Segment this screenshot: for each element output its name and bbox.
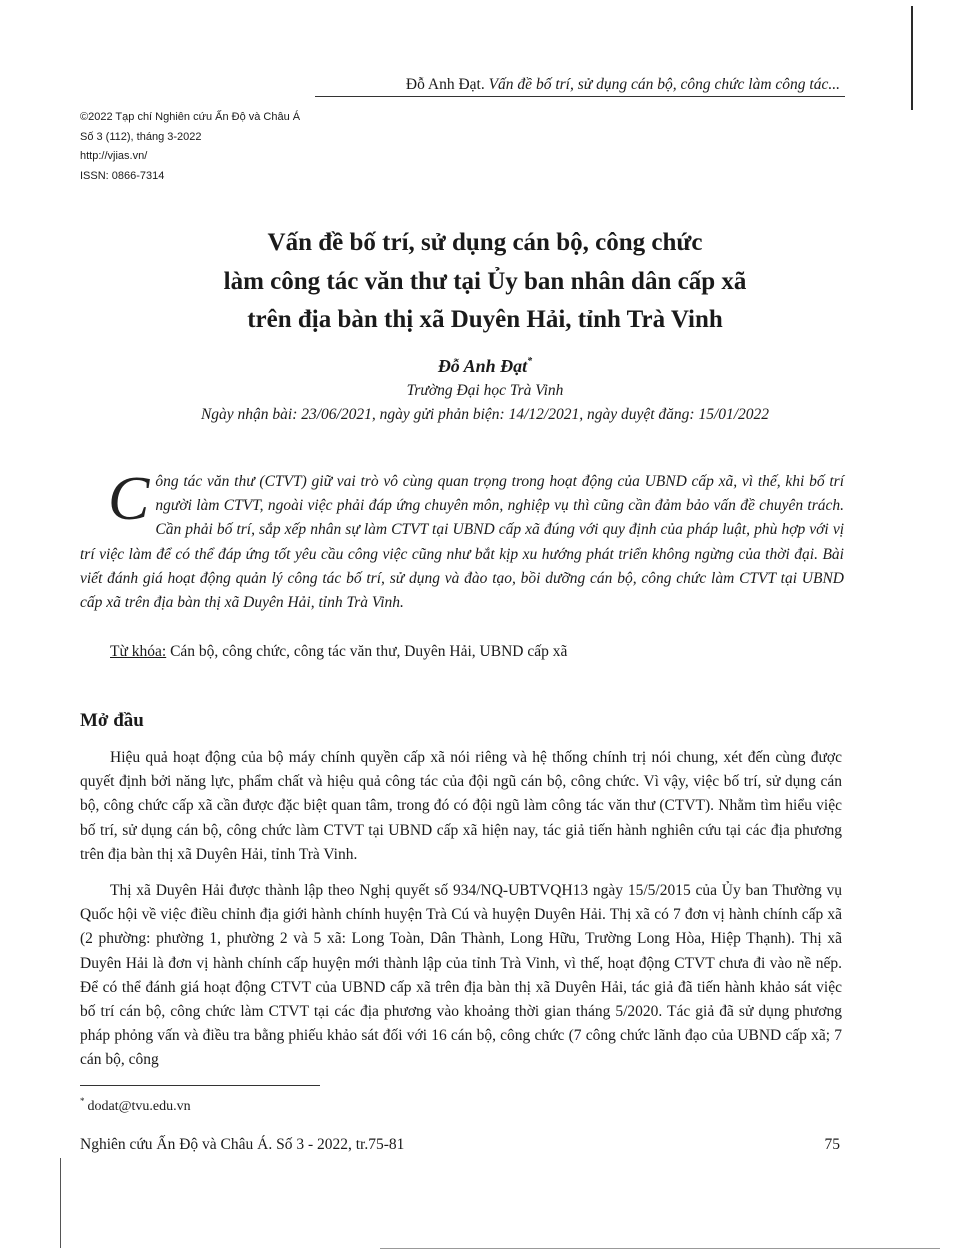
title-line: làm công tác văn thư tại Ủy ban nhân dân cấp xã (223, 267, 747, 295)
footer-citation: Nghiên cứu Ấn Độ và Châu Á. Số 3 - 2022, tr.75-81 (80, 1136, 405, 1153)
running-head-rule (315, 96, 845, 97)
footnote-mark: * (80, 1096, 85, 1106)
running-head-author: Đỗ Anh Đạt. (405, 76, 485, 93)
footnote-email[interactable]: dodat@tvu.edu.vn (87, 1099, 191, 1114)
scan-border-left (60, 1158, 61, 1248)
body-text (80, 746, 842, 1085)
body-paragraph: Hiệu quả hoạt động của bộ máy chính quyền cấp xã nói riêng và hệ thống chính trị nói chung, xét đến cùng được quyết định bởi năng lực, phẩm chất và hiệu quả công tác của đội ngũ cán bộ, công chức. Vì vậy, việc bố trí, sử dụng cán bộ, công chức cấp xã cần được đặc biệt quan tâm, trong đó có đội ngũ làm công tác văn thư (CTVT). Nhằm tìm hiểu việc bố trí, sử dụng cán bộ, công chức làm CTVT tại UBND cấp xã hiện nay, tác giả tiến hành nghiên cứu tại các địa phương trên địa bàn thị xã Duyên Hải, tỉnh Trà Vinh. (80, 749, 842, 863)
title-line: trên địa bàn thị xã Duyên Hải, tỉnh Trà Vinh (247, 306, 723, 333)
journal-issn: ISSN: 0866-7314 (80, 169, 165, 182)
article-title (100, 224, 870, 340)
journal-url[interactable]: http://vjias.vn/ (80, 150, 148, 162)
keywords (110, 643, 567, 661)
author-line (100, 356, 870, 377)
running-head-title: Vấn đề bố trí, sử dụng cán bộ, công chức làm công tác... (488, 76, 840, 93)
submission-dates: Ngày nhận bài: 23/06/2021, ngày gửi phản biện: 14/12/2021, ngày duyệt đăng: 15/01/2022 (200, 406, 770, 423)
section-heading: Mở đầu (80, 710, 144, 731)
title-line: Vấn đề bố trí, sử dụng cán bộ, công chức (267, 229, 703, 256)
body-paragraph: Thị xã Duyên Hải được thành lập theo Nghị quyết số 934/NQ-UBTVQH13 ngày 15/5/2015 của Ủy ban Thường vụ Quốc hội về việc điều chỉnh địa giới hành chính huyện Trà Cú và huyện Duyên Hải. Thị xã có 7 đơn vị hành chính cấp xã (2 phường: phường 1, phường 2 và 5 xã: Long Toàn, Dân Thành, Long Hữu, Trường Long Hòa, Hiệp Thạnh). Thị xã Duyên Hải là đơn vị hành chính cấp huyện mới thành lập của tỉnh Trà Vinh, vì thế, hoạt động CTVT chưa đi vào nề nếp. Để có thể đánh giá hoạt động CTVT của UBND cấp xã trên địa bàn thị xã Duyên Hải, tác giả đã tiến hành khảo sát việc bố trí cán bộ, công chức làm CTVT tại các địa phương vào khoảng thời gian tháng 5/2020. Tác giả đã sử dụng phương pháp phỏng vấn và điều tra bằng phiếu khảo sát đối với 16 cán bộ, công chức (7 công chức lãnh đạo của UBND cấp xã; 7 cán bộ, công (80, 882, 842, 1069)
journal-issue: Số 3 (112), tháng 3-2022 (80, 130, 202, 143)
abstract-text: ông tác văn thư (CTVT) giữ vai trò vô cùng quan trọng trong hoạt động của UBND cấp xã, vì thế, khi bố trí người làm CTVT, ngoài việc phải đáp ứng chuyên môn, nghiệp vụ thì cũng cần đảm bảo vấn đề chuyên trách. Cần phải bố trí, sắp xếp nhân sự làm CTVT tại UBND cấp xã đúng với quy định của pháp luật, phù hợp với vị trí việc làm để có thể đáp ứng tốt yêu cầu công việc cũng như bắt kịp xu hướng phát triển không ngừng của thời đại. Bài viết đánh giá hoạt động quản lý công tác bố trí, sử dụng và đào tạo, bồi dưỡng cán bộ, công chức làm CTVT tại UBND cấp xã trên địa bàn thị xã Duyên Hải, tỉnh Trà Vinh. (80, 473, 844, 612)
keywords-text: Cán bộ, công chức, công tác văn thư, Duyên Hải, UBND cấp xã (170, 643, 568, 660)
scan-border-bottom (380, 1248, 940, 1249)
journal-meta (80, 108, 300, 186)
page-number: 75 (824, 1136, 840, 1153)
abstract-dropcap: C (108, 465, 150, 533)
affiliation: Trường Đại học Trà Vinh (406, 382, 564, 399)
running-head (330, 76, 840, 94)
footnote-rule (80, 1085, 320, 1086)
abstract (80, 465, 844, 615)
footnote (80, 1096, 191, 1115)
author-name: Đỗ Anh Đạt (437, 356, 528, 376)
journal-copyright: ©2022 Tạp chí Nghiên cứu Ấn Độ và Châu Á (80, 111, 301, 123)
keywords-label: Từ khóa: (110, 643, 167, 660)
author-footnote-mark: * (527, 356, 533, 367)
scan-border-right (911, 6, 913, 110)
